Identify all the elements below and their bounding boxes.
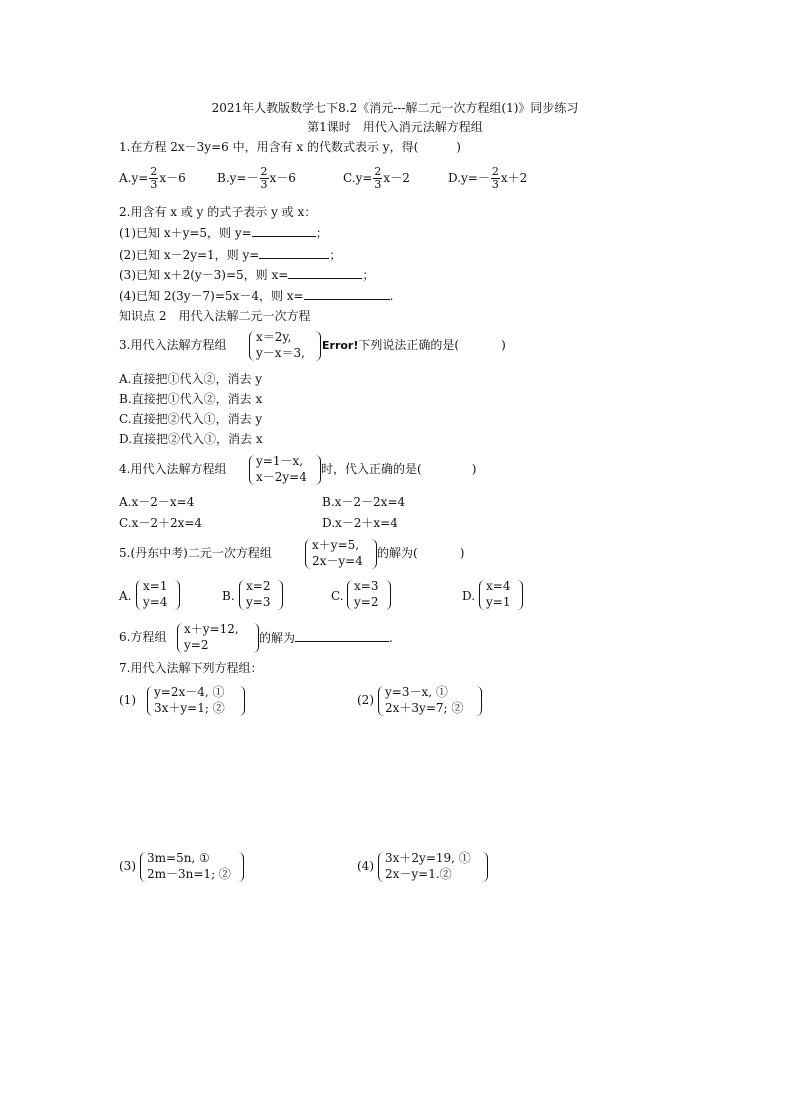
q5-option-c-system: x=3 y=2 [347, 580, 391, 612]
q5-stem: 5.(丹东中考)二元一次方程组 [119, 546, 272, 560]
right-brace [239, 686, 245, 716]
left-brace [249, 455, 255, 485]
q4-option-d: D.x－2＋x=4 [322, 516, 398, 530]
q1-option-d: D.y=－ $\frac{2}{3}$ x＋2 [448, 165, 528, 191]
q7-part-3-label: (3) [119, 859, 136, 873]
q7-part-1-label: (1) [119, 693, 136, 707]
q2-item-3: (3)已知 x＋2(y－3)=5，则 x= ； [119, 268, 375, 282]
q7-part-3-system: 3m=5n, ① 2m－3n=1; ② [140, 852, 244, 884]
q7-part-4-label: (4) [357, 859, 374, 873]
q3-equation-system: x＝2y, y－x＝3, [249, 331, 323, 363]
q5-option-c-label: C. [331, 589, 344, 603]
answer-blank[interactable] [259, 246, 329, 259]
right-brace [315, 331, 321, 361]
q4-stem: 4.用代入法解方程组 [119, 462, 227, 476]
q7-part-2-label: (2) [357, 693, 374, 707]
left-brace [239, 580, 245, 610]
q2-item-2: (2)已知 x－2y=1，则 y= ； [119, 248, 342, 262]
q1-option-b: B.y=－ $\frac{2}{3}$ x－6 [217, 165, 296, 191]
q5-equation-system: x＋y=5, 2x－y=4 [305, 539, 377, 571]
q1-option-c: C.y= $\frac{2}{3}$ x－2 [343, 165, 410, 191]
q4-option-b: B.x－2－2x=4 [322, 495, 406, 509]
answer-blank[interactable] [288, 266, 362, 279]
left-brace [347, 580, 353, 610]
right-brace [482, 852, 488, 882]
page-subtitle: 第1课时 用代入消元法解方程组 [307, 120, 483, 134]
right-brace [517, 580, 523, 610]
error-field: Error! [322, 339, 359, 352]
fraction: $\frac{2}{3}$ [374, 165, 382, 191]
q6-stem: 6.方程组 [119, 630, 167, 644]
q3-option-c: C.直接把②代入①，消去 y [119, 412, 263, 426]
q5-option-d-label: D. [462, 589, 476, 603]
left-brace [378, 686, 384, 716]
answer-blank[interactable] [295, 629, 389, 642]
q1-option-a: A.y= $\frac{2}{3}$ x－6 [119, 165, 186, 191]
page-title: 2021年人教版数学七下8.2《消元---解二元一次方程组(1)》同步练习 [211, 101, 579, 115]
q3-option-d: D.直接把②代入①，消去 x [119, 432, 263, 446]
q2-stem: 2.用含有 x 或 y 的式子表示 y 或 x： [119, 205, 317, 219]
section-heading: 知识点 2 用代入法解二元一次方程 [119, 309, 311, 323]
q7-part-1-system: y=2x－4, ① 3x＋y=1; ② [147, 686, 245, 718]
left-brace [305, 539, 311, 569]
q6-equation-system: x＋y=12, y=2 [177, 623, 259, 655]
left-brace [378, 852, 384, 882]
left-brace [249, 331, 255, 361]
fraction: $\frac{2}{3}$ [150, 165, 158, 191]
q7-part-2-system: y=3－x, ① 2x＋3y=7; ② [378, 686, 482, 718]
right-brace [385, 580, 391, 610]
q3-option-a: A.直接把①代入②，消去 y [119, 372, 263, 386]
right-brace [476, 686, 482, 716]
q4-tail: 时，代入正确的是( ) [321, 462, 477, 476]
q2-item-1: (1)已知 x＋y=5，则 y= ； [119, 226, 328, 240]
q5-tail: 的解为( ) [377, 546, 465, 560]
fraction: $\frac{2}{3}$ [260, 165, 268, 191]
left-brace [140, 852, 146, 882]
q7-stem: 7.用代入法解下列方程组： [119, 661, 263, 675]
q5-option-a-label: A. [119, 589, 132, 603]
left-brace [147, 686, 153, 716]
q5-option-b-label: B. [222, 589, 235, 603]
q5-option-b-system: x=2 y=3 [239, 580, 283, 612]
left-brace [479, 580, 485, 610]
left-brace [136, 580, 142, 610]
q4-equation-system: y=1－x, x－2y=4 [249, 455, 321, 487]
right-brace [277, 580, 283, 610]
q3-tail: Error!下列说法正确的是( ) [322, 338, 506, 352]
q2-item-4: (4)已知 2(3y－7)=5x－4，则 x= . [119, 289, 394, 303]
q3-option-b: B.直接把①代入②，消去 x [119, 392, 263, 406]
q4-option-a: A.x－2－x=4 [119, 495, 195, 509]
q3-stem: 3.用代入法解方程组 [119, 338, 227, 352]
q4-option-c: C.x－2＋2x=4 [119, 516, 203, 530]
q1-stem: 1.在方程 2x－3y=6 中，用含有 x 的代数式表示 y，得( ) [119, 140, 461, 154]
left-brace [177, 623, 183, 653]
q5-option-d-system: x=4 y=1 [479, 580, 523, 612]
answer-blank[interactable] [252, 224, 316, 237]
right-brace [238, 852, 244, 882]
q6-tail: 的解为 . [259, 631, 393, 645]
q7-part-4-system: 3x＋2y=19, ① 2x－y=1.② [378, 852, 488, 884]
answer-blank[interactable] [304, 287, 390, 300]
fraction: $\frac{2}{3}$ [491, 165, 499, 191]
right-brace [174, 580, 180, 610]
q5-option-a-system: x=1 y=4 [136, 580, 180, 612]
